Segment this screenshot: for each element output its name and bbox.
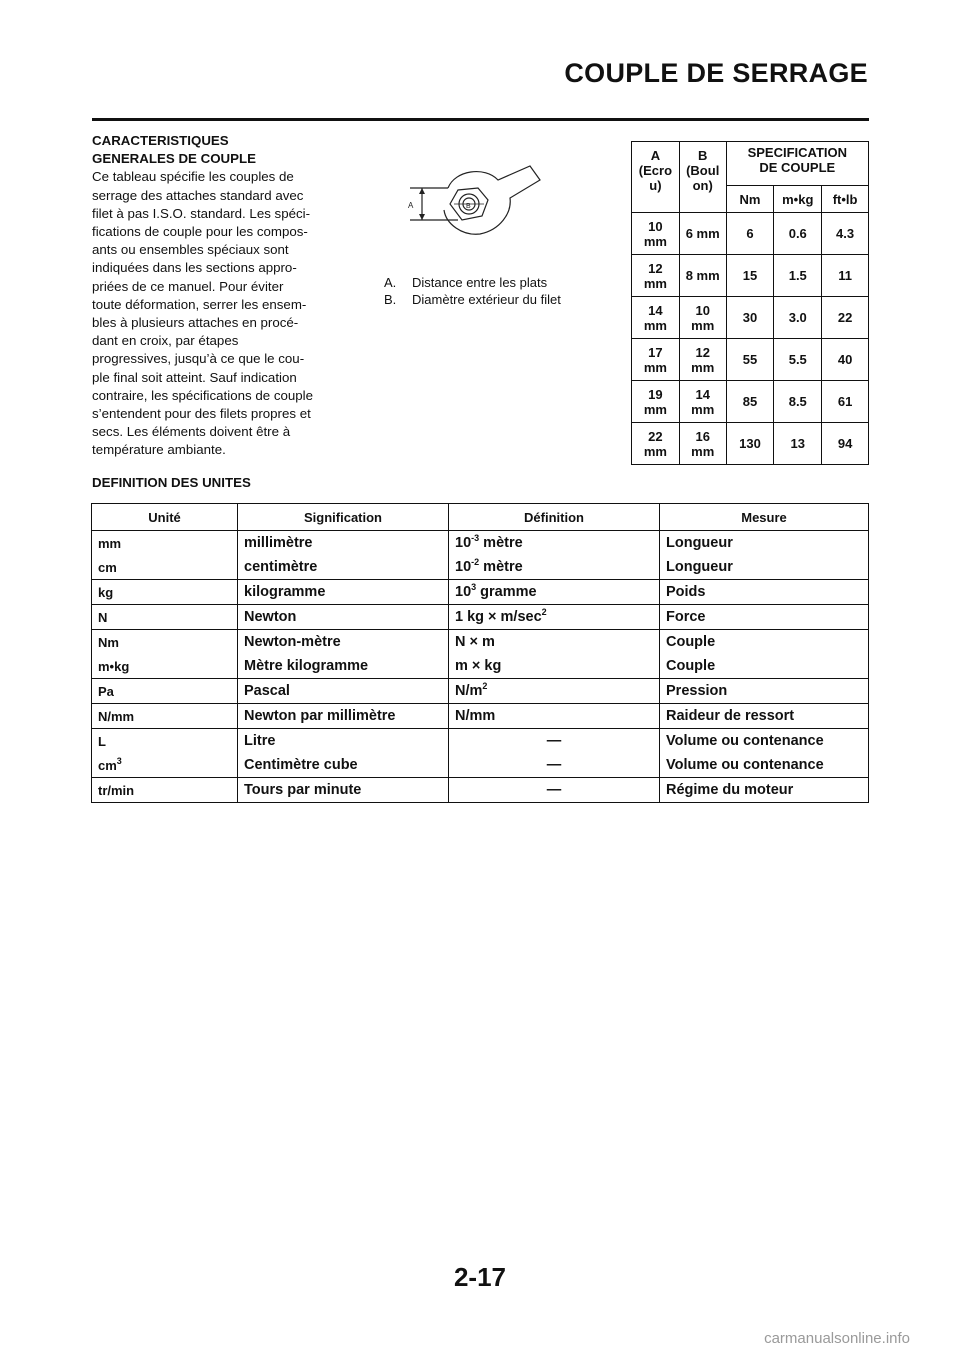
intro-heading-line1: CARACTERISTIQUES [92, 133, 229, 148]
intro-line: serrage des attaches standard avec [92, 187, 304, 203]
unit-meaning: centimètre [238, 555, 449, 580]
wrench-diagram [400, 158, 550, 258]
intro-line: ants ou ensembles spéciaux sont [92, 242, 289, 258]
bolt-size: 14 mm [679, 381, 726, 423]
intro-line: filet à pas I.S.O. standard. Les spéci- [92, 205, 311, 221]
header-mesure: Mesure [660, 504, 869, 531]
torque-value-nm: 55 [726, 339, 774, 381]
intro-line: secs. Les éléments doivent être à [92, 424, 291, 440]
units-row [92, 555, 869, 580]
header-signification: Signification [238, 504, 449, 531]
unit-symbol: Pa [92, 679, 238, 704]
torque-value-ftlb: 40 [822, 339, 869, 381]
unit-meaning: Pascal [238, 679, 449, 704]
torque-value-mkg: 0.6 [774, 213, 822, 255]
intro-line: indiquées dans les sections appro- [92, 260, 297, 276]
bolt-size: 6 mm [679, 213, 726, 255]
unit-symbol: $cm^3$ [92, 753, 238, 778]
nut-size: 19 mm [632, 381, 680, 423]
unit-measure: Longueur [660, 555, 869, 580]
unit-definition: N/mm [449, 704, 660, 729]
unit-measure: Poids [660, 580, 869, 605]
units-row [92, 654, 869, 679]
legend-item: B. Diamètre extérieur du filet [384, 292, 561, 307]
unit-measure: Couple [660, 630, 869, 655]
torque-value-nm: 30 [726, 297, 774, 339]
unit-symbol: L [92, 729, 238, 754]
unit-measure: Force [660, 605, 869, 630]
unit-definition: 1 kg × $m/\sec^2$ [449, 605, 660, 630]
unit-meaning: Mètre kilogramme [238, 654, 449, 679]
unit-symbol: Nm [92, 630, 238, 655]
torque-value-nm: 85 [726, 381, 774, 423]
unit-meaning: Centimètre cube [238, 753, 449, 778]
unit-definition: $10^{-3}$ mètre [449, 531, 660, 556]
nut-size: 12 mm [632, 255, 680, 297]
bolt-size: 8 mm [679, 255, 726, 297]
title-divider [92, 118, 869, 121]
intro-line: priées de ce manuel. Pour éviter [92, 278, 284, 294]
bolt-size: 12 mm [679, 339, 726, 381]
torque-value-mkg: 3.0 [774, 297, 822, 339]
nut-size: 22 mm [632, 423, 680, 465]
units-row [92, 605, 869, 630]
intro-line: Ce tableau spécifie les couples de [92, 169, 294, 185]
torque-value-mkg: 5.5 [774, 339, 822, 381]
torque-value-nm: 6 [726, 213, 774, 255]
unit-header-mkg: m•kg [774, 186, 822, 213]
torque-row [632, 423, 869, 465]
unit-header-nm: Nm [726, 186, 774, 213]
torque-value-ftlb: 61 [822, 381, 869, 423]
unit-symbol: m•kg [92, 654, 238, 679]
units-row [92, 531, 869, 556]
intro-line: s’entendent pour des filets propres et [92, 406, 311, 422]
spec-header: SPECIFICATION DE COUPLE [726, 142, 868, 186]
units-row [92, 630, 869, 655]
unit-measure: Raideur de ressort [660, 704, 869, 729]
nut-size: 17 mm [632, 339, 680, 381]
intro-line: contraire, les spécifications de couple [92, 387, 313, 403]
torque-value-mkg: 1.5 [774, 255, 822, 297]
intro-paragraph [92, 168, 342, 459]
torque-row [632, 381, 869, 423]
unit-meaning: Newton-mètre [238, 630, 449, 655]
header-definition: Définition [449, 504, 660, 531]
watermark: carmanualsonline.info [764, 1330, 910, 1347]
units-row [92, 753, 869, 778]
unit-measure: Volume ou contenance [660, 753, 869, 778]
torque-value-nm: 15 [726, 255, 774, 297]
unit-symbol: cm [92, 555, 238, 580]
page-title: COUPLE DE SERRAGE [564, 58, 868, 88]
units-row [92, 679, 869, 704]
intro-line: dant en croix, par étapes [92, 333, 239, 349]
col-header-a: A (Ecro u) [632, 142, 680, 213]
unit-definition: $N/m^2$ [449, 679, 660, 704]
unit-meaning: kilogramme [238, 580, 449, 605]
unit-meaning: Tours par minute [238, 778, 449, 803]
unit-measure: Pression [660, 679, 869, 704]
diagram-label-b: B [466, 203, 471, 210]
units-row [92, 704, 869, 729]
unit-definition: — [449, 729, 660, 754]
diagram-label-a: A [408, 201, 414, 210]
nut-size: 14 mm [632, 297, 680, 339]
unit-meaning: Newton [238, 605, 449, 630]
intro-section [92, 132, 342, 460]
unit-meaning: millimètre [238, 531, 449, 556]
torque-row [632, 255, 869, 297]
torque-table [631, 141, 869, 465]
header-unite: Unité [92, 504, 238, 531]
intro-line: ple final soit atteint. Sauf indication [92, 369, 297, 385]
unit-measure: Régime du moteur [660, 778, 869, 803]
diagram-legend [384, 274, 561, 308]
bolt-size: 10 mm [679, 297, 726, 339]
units-row [92, 778, 869, 803]
unit-symbol: N/mm [92, 704, 238, 729]
unit-definition: $10^{-2}$ mètre [449, 555, 660, 580]
unit-symbol: N [92, 605, 238, 630]
unit-definition: N × m [449, 630, 660, 655]
torque-value-ftlb: 11 [822, 255, 869, 297]
torque-row [632, 213, 869, 255]
unit-symbol: tr/min [92, 778, 238, 803]
units-section-title: DEFINITION DES UNITES [92, 475, 251, 490]
intro-line: température ambiante. [92, 442, 226, 458]
intro-line: progressives, jusqu’à ce que le cou- [92, 351, 305, 367]
intro-line: bles à plusieurs attaches en procé- [92, 315, 299, 331]
intro-heading-line2: GENERALES DE COUPLE [92, 151, 257, 167]
unit-definition: — [449, 753, 660, 778]
unit-symbol: mm [92, 531, 238, 556]
torque-value-ftlb: 22 [822, 297, 869, 339]
units-table [91, 503, 869, 803]
intro-line: toute déformation, serrer les ensem- [92, 296, 307, 312]
unit-definition: m × kg [449, 654, 660, 679]
torque-value-ftlb: 94 [822, 423, 869, 465]
col-header-b: B (Boul on) [679, 142, 726, 213]
bolt-size: 16 mm [679, 423, 726, 465]
unit-header-ftlb: ft•lb [822, 186, 869, 213]
unit-measure: Volume ou contenance [660, 729, 869, 754]
unit-meaning: Litre [238, 729, 449, 754]
unit-symbol: kg [92, 580, 238, 605]
unit-definition: $10^3$ gramme [449, 580, 660, 605]
torque-value-mkg: 13 [774, 423, 822, 465]
torque-value-nm: 130 [726, 423, 774, 465]
torque-row [632, 297, 869, 339]
unit-measure: Longueur [660, 531, 869, 556]
torque-row [632, 339, 869, 381]
units-row [92, 580, 869, 605]
units-row [92, 729, 869, 754]
torque-value-mkg: 8.5 [774, 381, 822, 423]
torque-value-ftlb: 4.3 [822, 213, 869, 255]
intro-line: fications de couple pour les compos- [92, 224, 308, 240]
nut-size: 10 mm [632, 213, 680, 255]
legend-item: A. Distance entre les plats [384, 275, 548, 290]
unit-measure: Couple [660, 654, 869, 679]
page-number: 2-17 [453, 1262, 507, 1292]
unit-definition: — [449, 778, 660, 803]
unit-meaning: Newton par millimètre [238, 704, 449, 729]
